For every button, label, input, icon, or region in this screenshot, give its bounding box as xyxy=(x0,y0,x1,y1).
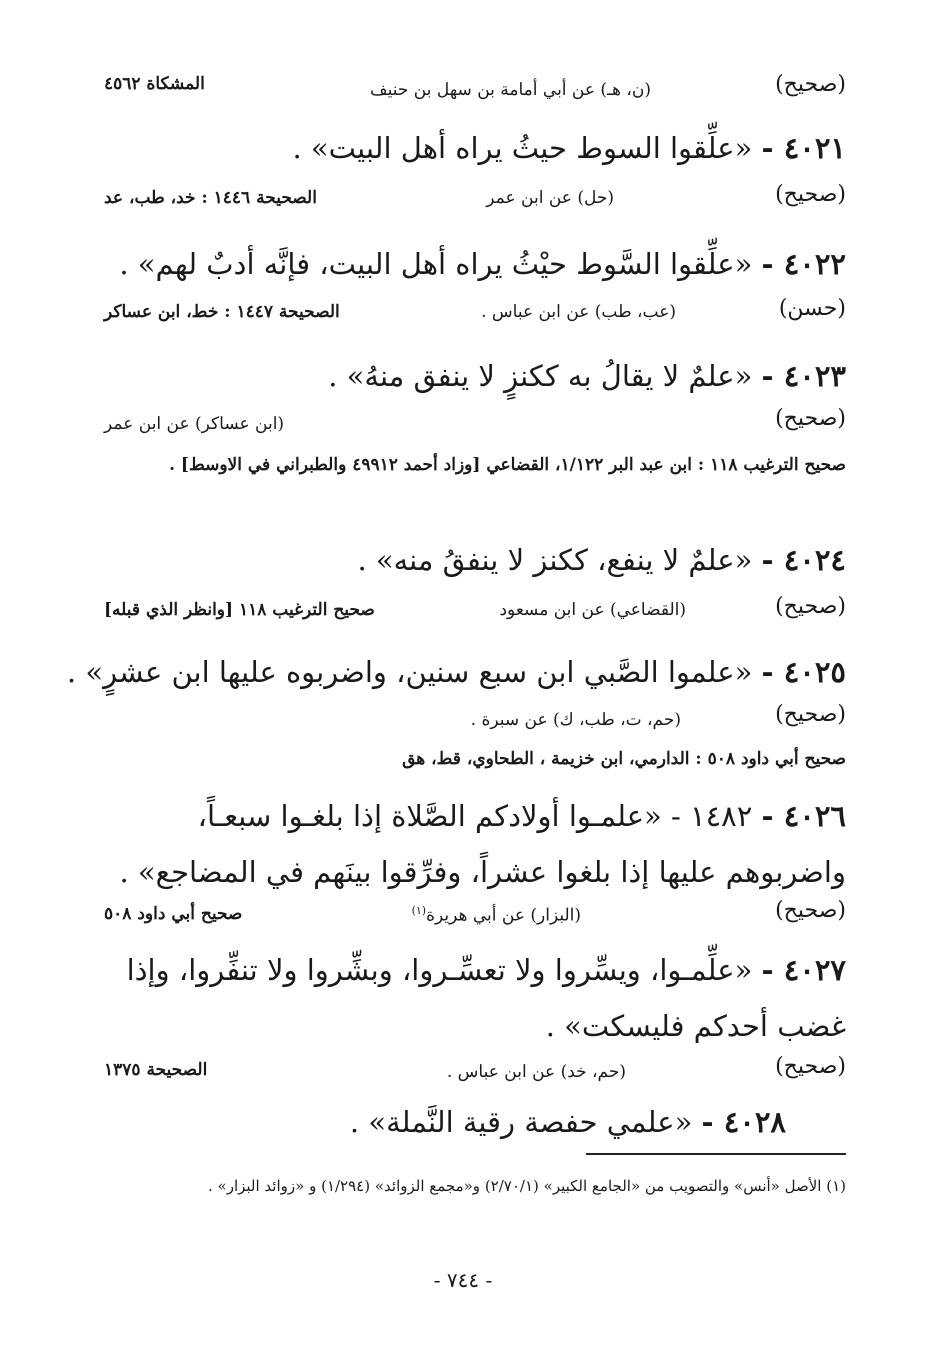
grade-label: ( صحيح ) xyxy=(775,1054,846,1079)
hadith-body: «علموا الصَّبي ابن سبع سنين، واضربوه عليها ابن عشرٍ» . xyxy=(66,655,753,689)
source-text: (حم، خد) عن ابن عباس . xyxy=(446,1062,626,1082)
hadith-meta-row xyxy=(0,182,926,216)
hadith-body: «علمٌ لا ينفع، ككنز لا ينفقُ منه» . xyxy=(357,543,753,577)
grade-label: ( حسن ) xyxy=(779,296,846,321)
reference-text: صحيح أبي داود ٥٠٨ xyxy=(104,904,243,924)
source-text: (عب، طب) عن ابن عباس . xyxy=(481,302,676,322)
source-text: (القضاعي) عن ابن مسعود xyxy=(499,600,686,620)
grade-label: ( صحيح ) xyxy=(775,702,846,727)
grade-label: ( صحيح ) xyxy=(775,182,846,207)
source-text: (ابن عساكر) عن ابن عمر xyxy=(104,414,285,434)
source-text: (ن، هـ) عن أبي أمامة بن سهل بن حنيف xyxy=(369,80,651,100)
hadith-text xyxy=(78,942,846,1054)
footnote-separator xyxy=(586,1153,846,1155)
hadith-text xyxy=(66,644,846,700)
hadith-text xyxy=(78,348,846,404)
reference-text: الصحيحة ١٤٤٧ : خط، ابن عساكر xyxy=(104,302,340,322)
hadith-number: ٤٠٢١ - xyxy=(761,131,846,165)
hadith-meta-row xyxy=(0,594,926,628)
hadith-body: «علمي حفصة رقية النَّملة» . xyxy=(349,1105,693,1139)
hadith-body: ١٤٨٢ - «علمـوا أولادكم الصَّلاة إذا بلغـوا سبعـاً، واضربوهم عليها إذا بلغوا عشراً، وفرِّقوا بينَهم في المضاجع» . xyxy=(119,799,846,889)
footnote-marker: (١) xyxy=(411,904,427,917)
hadith-meta-row xyxy=(0,898,926,932)
hadith-body: «علِّقوا السَّوط حيْثُ يراه أهل البيت، فإنَّه أدبٌ لهم» . xyxy=(119,247,753,281)
grade-label: ( صحيح ) xyxy=(775,594,846,619)
hadith-meta-row xyxy=(0,72,926,106)
reference-note: صحيح أبي داود ٥٠٨ : الدارمي، ابن خزيمة ، الطحاوي، قط، هق xyxy=(402,749,846,769)
grade-label: ( صحيح ) xyxy=(775,406,846,431)
hadith-number: ٤٠٢٦ - xyxy=(761,799,846,833)
hadith-text xyxy=(78,788,846,900)
hadith-number: ٤٠٢٤ - xyxy=(761,543,846,577)
hadith-number: ٤٠٢٥ - xyxy=(761,655,846,689)
reference-note: صحيح الترغيب ١١٨ : ابن عبد البر ١/١٢٢، القضاعي [وزاد أحمد ٤٩٩١٢ والطبراني في الاوسط] . xyxy=(169,455,846,475)
grade-label: ( صحيح ) xyxy=(775,72,846,97)
hadith-body: «علِّمـوا، ويسِّروا ولا تعسِّـروا، وبشِّروا ولا تنفِّروا، وإذا غضب أحدكم فليسكت» . xyxy=(126,953,846,1043)
source-text: (حم، ت، طب، ك) عن سبرة . xyxy=(470,710,681,730)
reference-text: المشكاة ٤٥٦٢ xyxy=(104,74,205,94)
reference-text: الصحيحة ١٣٧٥ xyxy=(104,1060,208,1080)
hadith-meta-row xyxy=(0,1054,926,1088)
hadith-meta-row xyxy=(0,702,926,736)
hadith-body: «علمٌ لا يقالُ به ككنزٍ لا ينفق منهُ» . xyxy=(328,359,753,393)
hadith-number: ٤٠٢٨ - xyxy=(701,1105,786,1139)
hadith-number: ٤٠٢٣ - xyxy=(761,359,846,393)
hadith-number: ٤٠٢٢ - xyxy=(761,247,846,281)
hadith-text xyxy=(78,1094,786,1150)
reference-text: صحيح الترغيب ١١٨ [وانظر الذي قبله] xyxy=(104,600,375,620)
source-text xyxy=(412,904,581,926)
footnote: (١) الأصل «أنس» والتصويب من «الجامع الكبير» (٢/٧٠/١) و«مجمع الزوائد» (١/٢٩٤) و «زوائد البزار» . xyxy=(207,1177,846,1195)
hadith-text xyxy=(78,120,846,176)
hadith-number: ٤٠٢٧ - xyxy=(761,953,846,987)
hadith-text xyxy=(78,532,846,588)
hadith-text xyxy=(78,236,846,292)
reference-text: الصحيحة ١٤٤٦ : خد، طب، عد xyxy=(104,188,317,208)
page-number: - ٧٤٤ - xyxy=(433,1268,493,1292)
source-name: (البزار) عن أبي هريرة xyxy=(426,905,581,926)
hadith-meta-row xyxy=(0,406,926,440)
hadith-body: «علِّقوا السوط حيثُ يراه أهل البيت» . xyxy=(292,131,753,165)
source-text: (حل) عن ابن عمر xyxy=(486,188,614,208)
grade-label: ( صحيح ) xyxy=(775,898,846,923)
hadith-meta-row xyxy=(0,296,926,330)
